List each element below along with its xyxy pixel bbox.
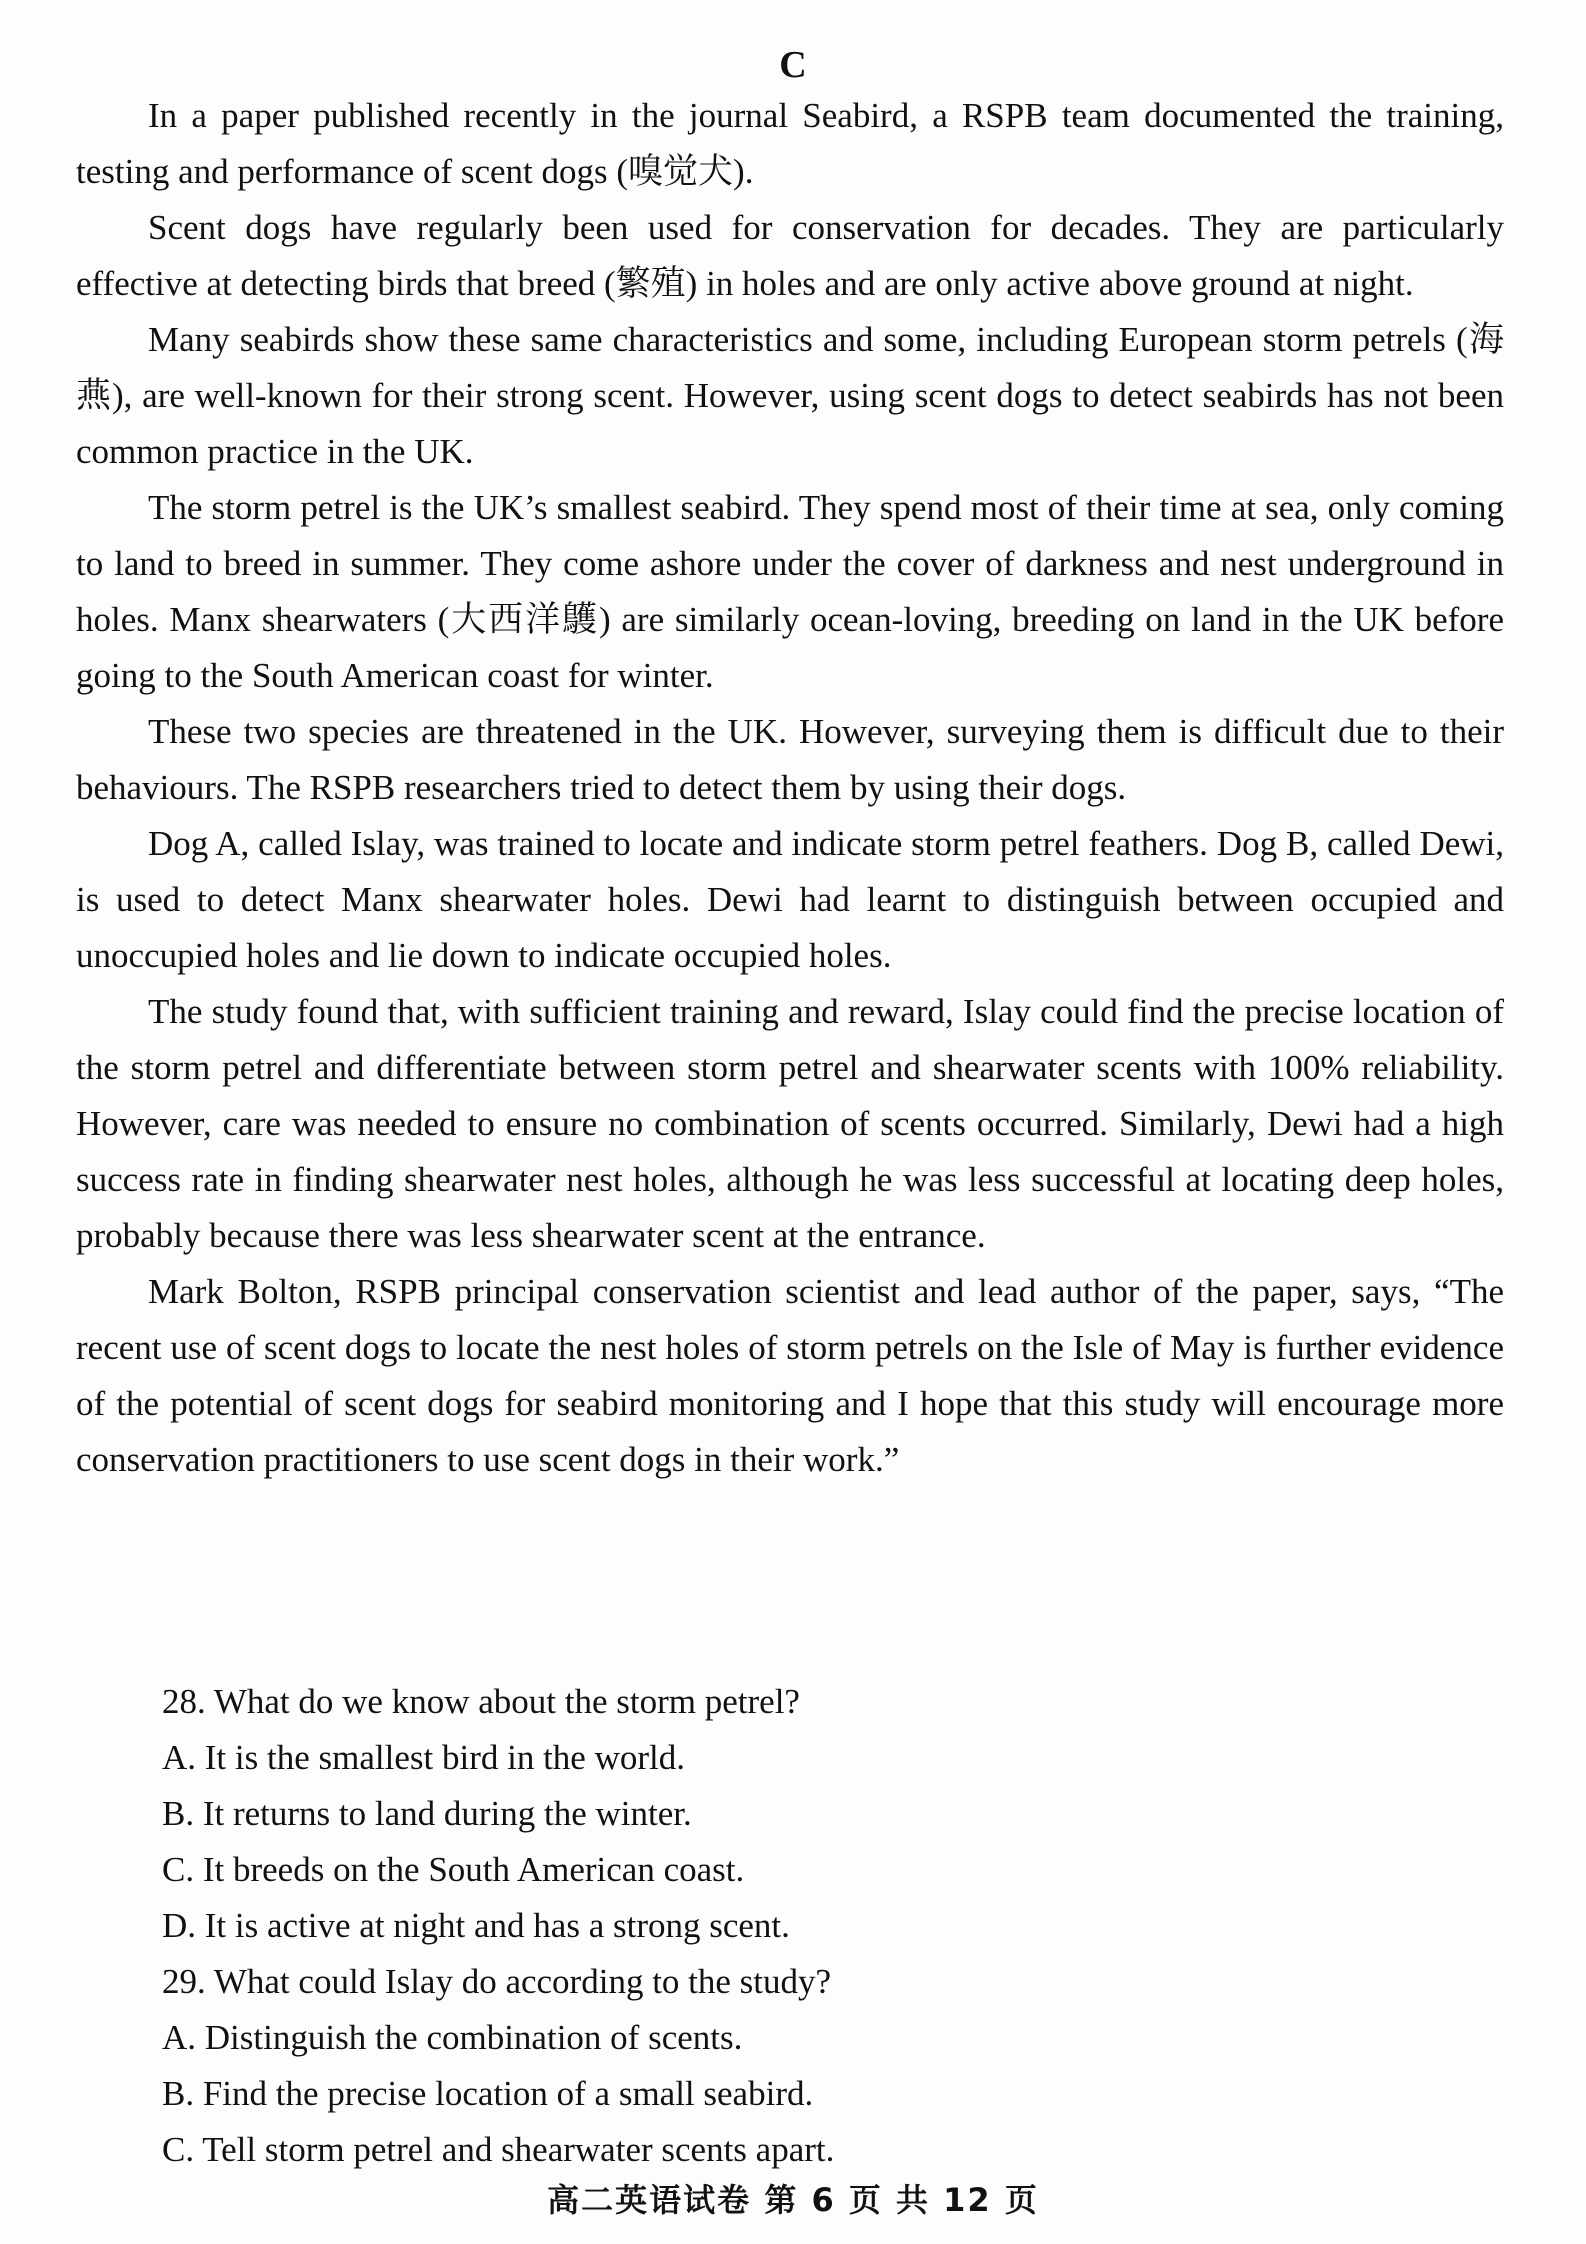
answer-option-a: A. Distinguish the combination of scents. [162,2018,743,2057]
reading-passage [76,88,1504,1488]
answer-option-b: B. Find the precise location of a small seabird. [162,2074,814,2113]
answer-option-d: D. It is active at night and has a strong scent. [162,1906,790,1945]
question-stem: 28. What do we know about the storm petrel? [162,1682,800,1721]
question-list [162,1674,1462,2178]
answer-option-c: C. Tell storm petrel and shearwater scents apart. [162,2130,835,2169]
passage-paragraph: In a paper published recently in the journal Seabird, a RSPB team documented the training, testing and performance of scent dogs (嗅觉犬). [76,96,1504,191]
section-letter: C [779,44,807,86]
answer-option-b: B. It returns to land during the winter. [162,1794,692,1833]
answer-option-a: A. It is the smallest bird in the world. [162,1738,685,1777]
passage-paragraph: The study found that, with sufficient training and reward, Islay could find the precise location of the storm petrel and differentiate between storm petrel and shearwater scents with 100% reliability. However, care was needed to ensure no combination of scents occurred. Similarly, Dewi had a high success rate in finding shearwater nest holes, although he was less successful at locating deep holes, probably because there was less shearwater scent at the entrance. [76,992,1504,1255]
passage-paragraph: Scent dogs have regularly been used for conservation for decades. They are particularly effective at detecting birds that breed (繁殖) in holes and are only active above ground at night. [76,208,1504,303]
page-footer: 高二英语试卷 第 6 页 共 12 页 [547,2181,1039,2219]
question-28 [162,1674,1462,1954]
question-stem: 29. What could Islay do according to the study? [162,1962,832,2001]
passage-paragraph: The storm petrel is the UK’s smallest seabird. They spend most of their time at sea, only coming to land to breed in summer. They come ashore under the cover of darkness and nest underground in holes. Manx shearwaters (大西洋鸌) are similarly ocean-loving, breeding on land in the UK before going to the South American coast for winter. [76,488,1504,695]
passage-paragraph: These two species are threatened in the UK. However, surveying them is difficult due to their behaviours. The RSPB researchers tried to detect them by using their dogs. [76,712,1504,807]
passage-paragraph: Many seabirds show these same characteristics and some, including European storm petrels (海燕), are well-known for their strong scent. However, using scent dogs to detect seabirds has not been common practice in the UK. [76,320,1504,471]
passage-paragraph: Dog A, called Islay, was trained to locate and indicate storm petrel feathers. Dog B, called Dewi, is used to detect Manx shearwater holes. Dewi had learnt to distinguish between occupied and unoccupied holes and lie down to indicate occupied holes. [76,824,1504,975]
question-29 [162,1954,1462,2178]
passage-paragraph: Mark Bolton, RSPB principal conservation scientist and lead author of the paper, says, “The recent use of scent dogs to locate the nest holes of storm petrels on the Isle of May is further evidence of the potential of scent dogs for seabird monitoring and I hope that this study will encourage more conservation practitioners to use scent dogs in their work.” [76,1272,1504,1479]
answer-option-c: C. It breeds on the South American coast. [162,1850,745,1889]
